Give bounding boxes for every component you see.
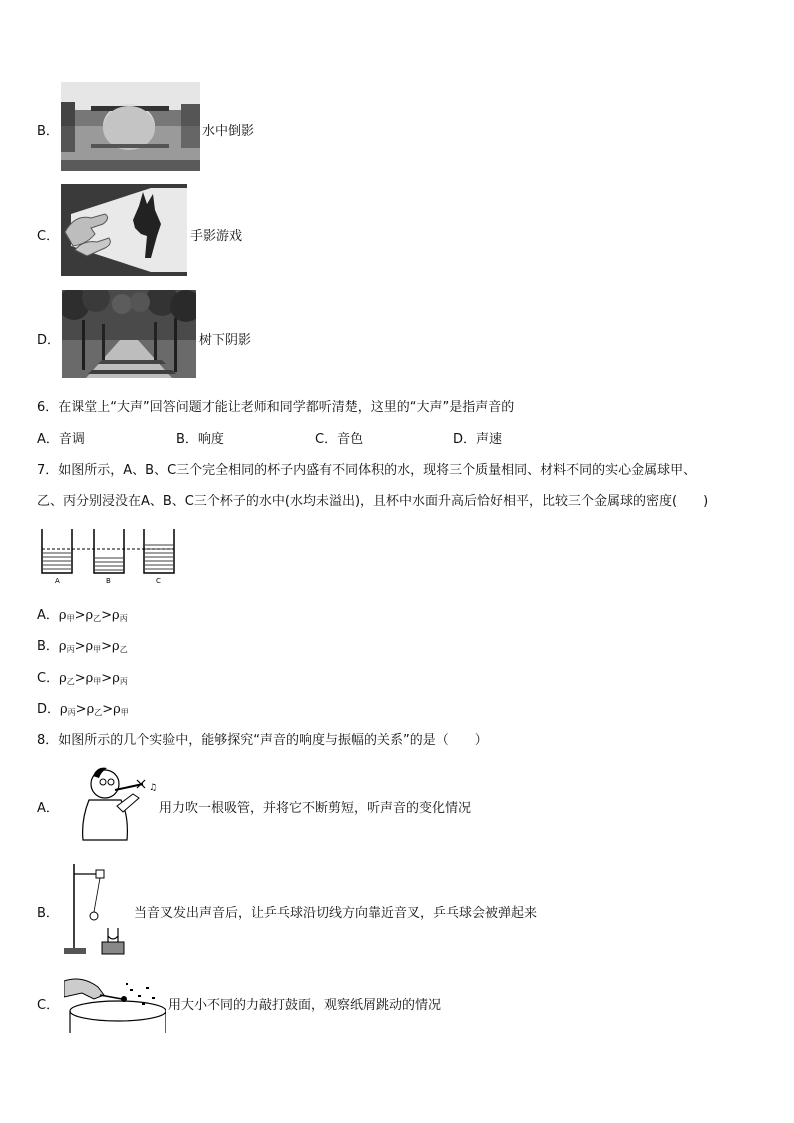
hand-shadow-image [61, 184, 187, 276]
q7-option-b[interactable] [37, 635, 128, 655]
subscript: 丙 [119, 677, 128, 686]
q7-stem-line1: 7．如图所示，A、B、C三个完全相同的杯子内盛有不同体积的水，现将三个质量相同、材料不同的实心金属球甲、 [37, 463, 697, 478]
straw-blowing-image [77, 760, 161, 842]
rho-symbol: ρ [112, 608, 120, 623]
cup-c-label: C [156, 577, 161, 585]
greater-than: > [74, 671, 86, 686]
rho-symbol: ρ [85, 639, 94, 654]
subscript: 甲 [93, 677, 102, 686]
greater-than: > [75, 702, 87, 717]
subscript: 乙 [66, 677, 75, 686]
q6-option-b-text: 响度 [197, 432, 224, 447]
q6-option-d-letter: D． [453, 432, 477, 447]
rho-symbol: ρ [85, 608, 94, 623]
rho-symbol: ρ [58, 608, 67, 623]
rho-symbol: ρ [85, 671, 94, 686]
q6-option-a-letter: A． [37, 432, 59, 447]
subscript: 甲 [120, 708, 129, 717]
subscript: 乙 [119, 645, 128, 654]
q8-option-c-letter[interactable]: C． [37, 998, 60, 1013]
q7-option-b-letter: B． [37, 639, 59, 654]
greater-than: > [74, 608, 86, 623]
rho-symbol: ρ [58, 639, 67, 654]
q6-option-c[interactable] [315, 428, 363, 447]
q6-option-b[interactable] [176, 428, 224, 447]
q6-option-d-text: 声速 [476, 432, 503, 447]
cups-diagram [38, 525, 178, 587]
tuning-fork-image [62, 860, 128, 958]
q8-option-a-text: 用力吹一根吸管，并将它不断剪短，听声音的变化情况 [159, 801, 472, 816]
greater-than: > [101, 639, 113, 654]
q8-option-c-text: 用大小不同的力敲打鼓面，观察纸屑跳动的情况 [168, 998, 442, 1013]
q5-option-b-text: 水中倒影 [202, 124, 255, 139]
q5-option-d-letter[interactable]: D． [37, 333, 61, 348]
cup-b-label: B [106, 577, 111, 585]
subscript: 丙 [67, 708, 76, 717]
subscript: 丙 [119, 614, 128, 623]
q6-option-d[interactable] [453, 428, 502, 447]
q6-option-c-letter: C． [315, 432, 338, 447]
drum-paper-image [64, 973, 166, 1033]
subscript: 乙 [94, 708, 103, 717]
greater-than: > [74, 639, 86, 654]
rho-symbol: ρ [59, 671, 67, 686]
svg-text:♫: ♫ [149, 783, 158, 793]
q7-option-c-letter: C． [37, 671, 60, 686]
rho-symbol: ρ [113, 702, 121, 717]
q7-option-d[interactable] [37, 698, 129, 718]
rho-symbol: ρ [86, 702, 95, 717]
subscript: 甲 [93, 645, 102, 654]
q7-option-c[interactable] [37, 667, 128, 687]
rho-symbol: ρ [112, 671, 120, 686]
q8-stem: 8．如图所示的几个实验中，能够探究“声音的响度与振幅的关系”的是（ ） [37, 733, 488, 748]
q6-stem: 6．在课堂上“大声”回答问题才能让老师和同学都听清楚，这里的“大声”是指声音的 [37, 400, 515, 415]
q7-option-a-letter: A． [37, 608, 59, 623]
q6-option-b-letter: B． [176, 432, 198, 447]
q8-option-b-letter[interactable]: B． [37, 906, 59, 921]
q7-stem-line2: 乙、丙分别浸没在A、B、C三个杯子的水中(水均未溢出)，且杯中水面升高后恰好相平，比较三个金属球的密度( ) [37, 494, 709, 509]
q5-option-c-letter[interactable]: C． [37, 229, 60, 244]
rho-symbol: ρ [112, 639, 120, 654]
bridge-reflection-image [61, 82, 200, 171]
q6-option-c-text: 音色 [337, 432, 364, 447]
q8-option-a-letter[interactable]: A． [37, 801, 59, 816]
greater-than: > [101, 671, 113, 686]
q6-option-a[interactable] [37, 428, 85, 447]
cup-a-label: A [55, 577, 60, 585]
tree-shadow-image [62, 290, 196, 378]
q5-option-b-letter[interactable]: B． [37, 124, 59, 139]
greater-than: > [102, 702, 114, 717]
q5-option-c-text: 手影游戏 [190, 229, 243, 244]
q6-option-a-text: 音调 [58, 432, 85, 447]
q5-option-d-text: 树下阴影 [199, 333, 252, 348]
q7-option-d-letter: D． [37, 702, 61, 717]
rho-symbol: ρ [60, 702, 68, 717]
subscript: 乙 [93, 614, 102, 623]
subscript: 丙 [66, 645, 75, 654]
q8-option-b-text: 当音叉发出声音后，让乒乓球沿切线方向靠近音叉，乒乓球会被弹起来 [134, 906, 538, 921]
subscript: 甲 [66, 614, 75, 623]
greater-than: > [101, 608, 113, 623]
q7-option-a[interactable] [37, 604, 128, 624]
